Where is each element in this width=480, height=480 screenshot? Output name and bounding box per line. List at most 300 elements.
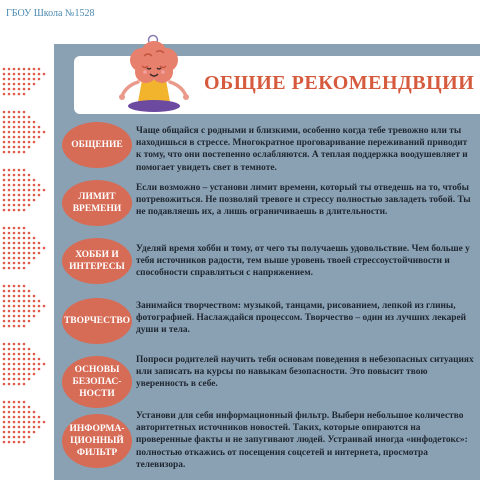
arrow-dot (18, 141, 21, 144)
arrow-dot (23, 441, 26, 444)
arrow-dot (38, 242, 41, 245)
arrow-dot (13, 73, 16, 76)
arrow-dot (18, 320, 21, 323)
arrow-dot (3, 169, 6, 172)
arrow-dot (28, 131, 31, 134)
arrow-dot (8, 73, 11, 76)
arrow-dot (3, 68, 6, 71)
arrow-dot (28, 242, 31, 245)
arrow-dot (38, 305, 41, 308)
recommendation-label: ТВОРЧЕСТВО (62, 298, 132, 344)
arrow-dot (33, 431, 36, 434)
arrow-dot (8, 383, 11, 386)
arrow-dot (8, 290, 11, 293)
arrow-dot (8, 285, 11, 288)
arrow-dot (13, 93, 16, 96)
arrow-dot (13, 401, 16, 404)
arrow-dot (28, 363, 31, 366)
arrow-dot (38, 310, 41, 313)
arrow-dot (23, 285, 26, 288)
arrow-dot (23, 416, 26, 419)
arrow-dot (8, 406, 11, 409)
arrow-dot (38, 68, 41, 71)
arrow-dot (18, 300, 21, 303)
arrow-dot (23, 199, 26, 202)
arrow-dot (8, 151, 11, 154)
arrow-dot (18, 252, 21, 255)
arrow-dot (33, 131, 36, 134)
recommendation-label: ХОББИ И ИНТЕРЕСЫ (62, 238, 132, 284)
arrow-dot (28, 184, 31, 187)
recommendation-text: Попроси родителей научить тебя основам поведения в небезопасных ситуациях или записать на курсы по навыкам безопасности. Это повысит твою уверенность в себе. (136, 355, 474, 390)
arrow-dot (13, 300, 16, 303)
arrow-dot (23, 363, 26, 366)
arrow-dot (8, 315, 11, 318)
arrow-dot (3, 111, 6, 114)
arrow-dot (18, 174, 21, 177)
arrow-dot (13, 78, 16, 81)
arrow-dot (23, 295, 26, 298)
arrow-dot (18, 305, 21, 308)
arrow-dot (23, 169, 26, 172)
arrow-dot (13, 83, 16, 86)
arrow-dot (23, 209, 26, 212)
arrow-dot (18, 78, 21, 81)
arrow-dot (23, 426, 26, 429)
arrow-dot (3, 136, 6, 139)
arrow-dot (13, 111, 16, 114)
arrow-dot (28, 68, 31, 71)
arrow-dot (13, 252, 16, 255)
arrow-dot (8, 320, 11, 323)
arrow-dot (8, 300, 11, 303)
arrow-dot (13, 116, 16, 119)
arrow-dot (18, 93, 21, 96)
arrow-dot (23, 136, 26, 139)
arrow-dot (8, 116, 11, 119)
arrow-dot (23, 237, 26, 240)
arrow-dot (18, 421, 21, 424)
arrow-dot (23, 184, 26, 187)
arrow-dot (28, 174, 31, 177)
arrow-dot (23, 83, 26, 86)
arrow-dot (28, 252, 31, 255)
arrow-dot (3, 227, 6, 230)
arrow-dot (13, 426, 16, 429)
arrow-dot (28, 88, 31, 91)
arrow-dot (23, 343, 26, 346)
arrow-dot (8, 421, 11, 424)
arrow-dot (8, 88, 11, 91)
arrow-dot (13, 421, 16, 424)
arrow-dot (18, 199, 21, 202)
arrow-dot (18, 151, 21, 154)
arrow-dot (13, 126, 16, 129)
arrow-dot (33, 252, 36, 255)
arrow-dot (23, 73, 26, 76)
arrow-dot (8, 411, 11, 414)
arrow-dot (8, 247, 11, 250)
arrow-dot (8, 121, 11, 124)
arrow-dot (8, 83, 11, 86)
arrow-dot (33, 199, 36, 202)
arrow-dot (3, 232, 6, 235)
arrow-dot (8, 416, 11, 419)
arrow-dot (8, 184, 11, 187)
arrow-dot (8, 136, 11, 139)
arrow-dot (3, 141, 6, 144)
arrow-dot (13, 189, 16, 192)
arrow-dot (13, 310, 16, 313)
arrow-dot (28, 295, 31, 298)
arrow-dot (43, 305, 46, 308)
arrow-dot (28, 78, 31, 81)
arrow-dot (3, 401, 6, 404)
arrow-dot (23, 242, 26, 245)
arrow-dot (18, 348, 21, 351)
arrow-dot (3, 363, 6, 366)
arrow-dot (23, 247, 26, 250)
arrow-dot (8, 295, 11, 298)
arrow-dot (33, 242, 36, 245)
recommendation-text: Если возможно – установи лимит времени, который ты отведешь на то, чтобы потревожиться. Не позволяй тревоге и стрессу полностью завладеть тобой. Ты не подавляешь их, а лишь ограничиваешь в длительности. (136, 183, 471, 218)
arrow-dot (13, 141, 16, 144)
arrow-dot (8, 441, 11, 444)
arrow-dot (8, 194, 11, 197)
arrow-dot (28, 310, 31, 313)
arrow-dot (3, 121, 6, 124)
arrow-dot (28, 421, 31, 424)
arrow-dot (28, 315, 31, 318)
arrow-dot (3, 310, 6, 313)
arrow-dot (23, 262, 26, 265)
arrow-dot (13, 383, 16, 386)
recommendation-row (54, 180, 480, 238)
arrow-dot (43, 421, 46, 424)
arrow-dot (18, 295, 21, 298)
arrow-dot (13, 285, 16, 288)
arrow-dot (23, 194, 26, 197)
arrow-dot (8, 146, 11, 149)
arrow-dot (43, 363, 46, 366)
arrow-dot (8, 126, 11, 129)
arrow-dot (8, 257, 11, 260)
arrow-dot (3, 441, 6, 444)
arrow-dot (18, 247, 21, 250)
arrow-dot (28, 368, 31, 371)
arrow-dot (38, 426, 41, 429)
arrow-dot (3, 116, 6, 119)
arrow-dot (8, 68, 11, 71)
arrow-dot (23, 126, 26, 129)
arrow-dot (38, 184, 41, 187)
arrow-dot (28, 358, 31, 361)
arrow-dot (3, 343, 6, 346)
arrow-dot (33, 126, 36, 129)
arrow-dot (8, 93, 11, 96)
arrow-dot (13, 441, 16, 444)
arrow-dot (13, 358, 16, 361)
arrow-dot (3, 242, 6, 245)
arrow-dot (18, 232, 21, 235)
arrow-dot (28, 232, 31, 235)
arrow-dot (3, 383, 6, 386)
arrow-dot (3, 88, 6, 91)
arrow-dot (33, 353, 36, 356)
arrow-dot (28, 290, 31, 293)
arrow-dot (23, 310, 26, 313)
arrow-dot (28, 146, 31, 149)
arrow-dot (18, 184, 21, 187)
arrow-dot (18, 411, 21, 414)
arrow-dot (23, 227, 26, 230)
arrow-dot (23, 252, 26, 255)
arrow-dot (3, 257, 6, 260)
arrow-dot (8, 363, 11, 366)
arrow-dot (8, 242, 11, 245)
arrow-dot (3, 305, 6, 308)
arrow-dot (33, 305, 36, 308)
arrow-dot (33, 194, 36, 197)
arrow-dot (18, 416, 21, 419)
arrow-dot (8, 227, 11, 230)
arrow-dot (18, 262, 21, 265)
arrow-dot (3, 358, 6, 361)
arrow-dot (38, 416, 41, 419)
arrow-dot (3, 368, 6, 371)
school-label: ГБОУ Школа №1528 (6, 8, 95, 19)
recommendation-label: ЛИМИТ ВРЕМЕНИ (62, 180, 132, 226)
arrow-dot (18, 204, 21, 207)
arrow-dot (23, 325, 26, 328)
arrow-dot (13, 194, 16, 197)
arrow-dot (8, 401, 11, 404)
arrow-dot (18, 401, 21, 404)
recommendation-text: Установи для себя информационный фильтр. Выбери небольшое количество авторитетных источников новостей. Таких, которые опираются на проверенные факты и не запугивают людей. Устраивай иногда «инфодетокс»: полностью откажись от посещения соцсетей и интернета, просмотра телевизора. (136, 411, 468, 470)
arrow-dot (28, 247, 31, 250)
arrow-dot (13, 315, 16, 318)
recommendation-row (54, 238, 480, 296)
arrow-dot (23, 93, 26, 96)
arrow-dot (33, 78, 36, 81)
arrow-dot (8, 325, 11, 328)
arrow-dot (28, 126, 31, 129)
arrow-dot (13, 406, 16, 409)
arrow-dot (3, 199, 6, 202)
arrow-dot (18, 189, 21, 192)
arrow-dot (33, 426, 36, 429)
arrow-dot (28, 406, 31, 409)
arrow-dot (28, 189, 31, 192)
arrow-dot (13, 237, 16, 240)
arrow-dot (38, 252, 41, 255)
arrow-dot (18, 131, 21, 134)
arrow-dot (28, 300, 31, 303)
arrow-dot (3, 295, 6, 298)
arrow-dot (18, 290, 21, 293)
arrow-dot (23, 131, 26, 134)
arrow-dot (33, 237, 36, 240)
arrow-dot (38, 421, 41, 424)
arrow-dot (3, 78, 6, 81)
arrow-dot (18, 194, 21, 197)
arrow-dot (23, 406, 26, 409)
arrow-dot (8, 262, 11, 265)
arrow-dot (38, 194, 41, 197)
arrow-dot (23, 401, 26, 404)
arrow-dot (3, 436, 6, 439)
arrow-dot (13, 325, 16, 328)
arrow-dot (8, 174, 11, 177)
arrow-dot (18, 310, 21, 313)
arrow-dot (38, 300, 41, 303)
arrow-dot (23, 421, 26, 424)
arrow-dot (18, 126, 21, 129)
arrow-dot (13, 411, 16, 414)
arrow-dot (8, 209, 11, 212)
arrow-dot (28, 411, 31, 414)
arrow-dot (23, 348, 26, 351)
arrow-dot (13, 262, 16, 265)
arrow-dot (28, 141, 31, 144)
arrow-dot (28, 262, 31, 265)
arrow-dot (3, 262, 6, 265)
arrow-dot (38, 131, 41, 134)
meditating-brain-icon (112, 30, 198, 114)
arrow-dot (23, 68, 26, 71)
arrow-dot (8, 78, 11, 81)
arrow-dot (33, 411, 36, 414)
arrow-dot (8, 378, 11, 381)
arrow-dot (18, 363, 21, 366)
arrow-dot (28, 204, 31, 207)
arrow-dot (3, 189, 6, 192)
arrow-dot (23, 204, 26, 207)
arrow-dot (13, 199, 16, 202)
arrow-dot (3, 184, 6, 187)
arrow-dot (3, 416, 6, 419)
arrow-dot (33, 310, 36, 313)
arrow-dot (3, 93, 6, 96)
arrow-dot (28, 416, 31, 419)
arrow-dot (18, 325, 21, 328)
arrow-dot (33, 368, 36, 371)
arrow-dot (3, 151, 6, 154)
arrow-dot (28, 257, 31, 260)
arrow-dot (23, 232, 26, 235)
arrow-dot (13, 209, 16, 212)
arrow-dot (3, 290, 6, 293)
arrow-dot (13, 378, 16, 381)
arrow-dot (38, 368, 41, 371)
arrow-dot (18, 343, 21, 346)
arrow-dot (33, 358, 36, 361)
arrow-dot (18, 383, 21, 386)
arrow-dot (8, 426, 11, 429)
arrow-dot (13, 368, 16, 371)
arrow-dot (3, 431, 6, 434)
arrow-dot (3, 73, 6, 76)
arrow-dot (18, 237, 21, 240)
arrow-dot (8, 431, 11, 434)
arrow-dot (33, 416, 36, 419)
arrow-dot (43, 73, 46, 76)
arrow-dot (18, 267, 21, 270)
arrow-dot (18, 73, 21, 76)
arrow-dot (8, 368, 11, 371)
arrow-dot (3, 209, 6, 212)
arrow-dot (28, 431, 31, 434)
arrow-dot (18, 68, 21, 71)
arrow-dot (18, 83, 21, 86)
arrow-dot (8, 267, 11, 270)
arrow-dot (33, 179, 36, 182)
arrow-dot (3, 348, 6, 351)
arrow-dot (13, 184, 16, 187)
arrow-dot (38, 189, 41, 192)
recommendation-row (54, 122, 480, 180)
arrow-dot (13, 131, 16, 134)
arrow-dot (38, 363, 41, 366)
arrow-dot (13, 290, 16, 293)
arrow-dot (18, 373, 21, 376)
arrow-dot (28, 348, 31, 351)
arrow-dot (8, 348, 11, 351)
arrow-dot (13, 373, 16, 376)
arrow-dot (3, 325, 6, 328)
arrow-dot (23, 267, 26, 270)
arrow-dot (13, 343, 16, 346)
arrow-dot (23, 300, 26, 303)
arrow-dot (18, 111, 21, 114)
arrow-dot (28, 353, 31, 356)
arrow-dot (23, 315, 26, 318)
arrow-dot (28, 373, 31, 376)
arrow-dot (13, 257, 16, 260)
arrow-dot (38, 247, 41, 250)
arrow-dot (28, 305, 31, 308)
recommendation-text: Чаще общайся с родными и близкими, особенно когда тебе тревожно или ты находишься в стрессе. Многократное проговаривание переживаний приводит к тому, что они постепенно ослабляются. А теплая поддержка воодушевляет и помогает увидеть свет в темноте. (136, 126, 468, 173)
arrow-dot (28, 116, 31, 119)
arrow-dot (3, 300, 6, 303)
arrow-dot (23, 305, 26, 308)
arrow-dot (3, 252, 6, 255)
arrow-dot (18, 441, 21, 444)
arrow-dot (8, 189, 11, 192)
arrow-dot (13, 431, 16, 434)
arrow-dot (23, 146, 26, 149)
arrow-dot (28, 194, 31, 197)
arrow-dot (43, 189, 46, 192)
arrow-dot (23, 358, 26, 361)
arrow-dot (8, 373, 11, 376)
arrow-dot (3, 131, 6, 134)
arrow-dot (3, 83, 6, 86)
arrow-dot (23, 353, 26, 356)
arrow-dot (23, 116, 26, 119)
arrow-dot (13, 204, 16, 207)
arrow-dot (38, 73, 41, 76)
arrow-dot (3, 146, 6, 149)
arrow-dot (13, 348, 16, 351)
arrow-dot (23, 179, 26, 182)
arrow-dot (13, 121, 16, 124)
arrow-dot (8, 252, 11, 255)
arrow-dot (3, 237, 6, 240)
arrow-dot (23, 320, 26, 323)
arrow-dot (23, 290, 26, 293)
arrow-dot (8, 436, 11, 439)
